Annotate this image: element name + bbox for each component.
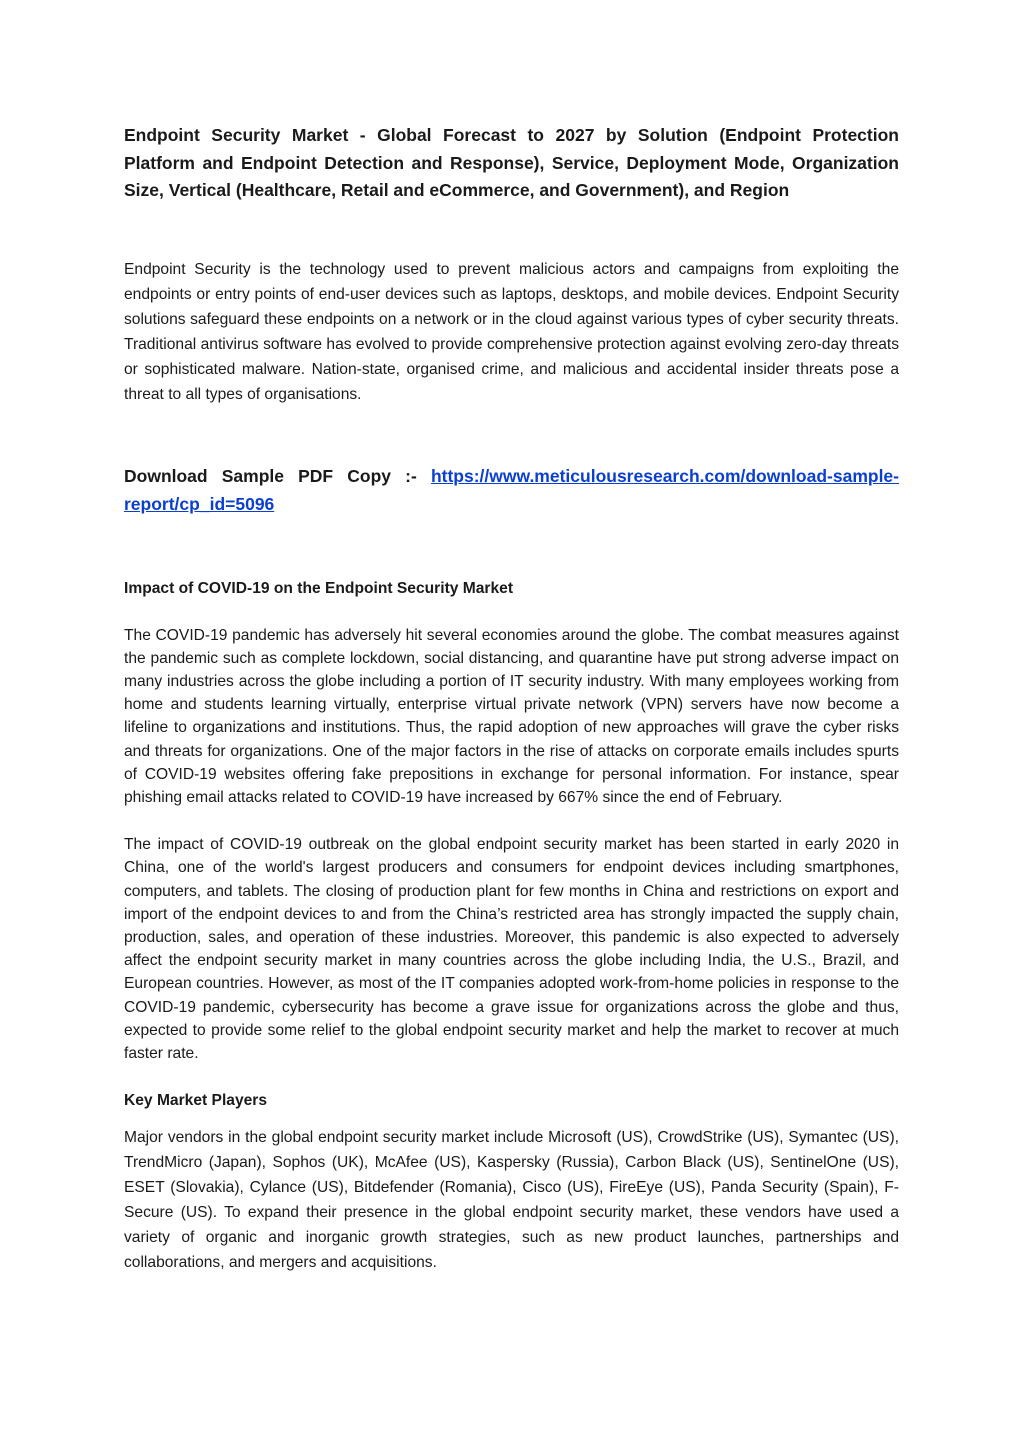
spacer (124, 600, 899, 624)
spacer (124, 407, 899, 462)
spacer (124, 1112, 899, 1125)
covid-paragraph-2: The impact of COVID-19 outbreak on the global endpoint security market has been started in early 2020 in China, one of the world's largest producers and consumers for endpoint devices including smartphones, computers, and tablets. The closing of production plant for few months in China and restrictions on export and import of the endpoint devices to and from the China’s restricted area has strongly impacted the supply chain, production, sales, and operation of these industries. Moreover, this pandemic is also expected to adversely affect the endpoint security market in many countries across the globe including India, the U.S., Brazil, and European countries. However, as most of the IT companies adopted work-from-home policies in response to the COVID-19 pandemic, cybersecurity has become a grave issue for organizations across the globe and thus, expected to provide some relief to the global endpoint security market and help the market to recover at much faster rate. (124, 836, 899, 1062)
players-heading: Key Market Players (124, 1092, 268, 1110)
covid-heading: Impact of COVID-19 on the Endpoint Security Market (124, 579, 514, 597)
document-page (124, 122, 899, 1275)
covid-paragraph-1: The COVID-19 pandemic has adversely hit several economies around the globe. The combat measures against the pandemic such as complete lockdown, social distancing, and quarantine have put strong adverse impact on many industries across the globe including a portion of IT security industry. With many employees working from home and students learning virtually, enterprise virtual private network (VPN) servers have now become a lifeline to organizations and institutions. Thus, the rapid adoption of new approaches will grave the cyber risks and threats for organizations. One of the major factors in the rise of attacks on corporate emails includes spurts of COVID-19 websites offering fake prepositions in exchange for personal information. For instance, spear phishing email attacks related to COVID-19 have increased by 667% since the end of February. (124, 626, 899, 806)
download-sample-line (124, 462, 899, 518)
intro-paragraph: Endpoint Security is the technology used to prevent malicious actors and campaigns from exploiting the endpoints or entry points of end-user devices such as laptops, desktops, and mobile devices. Endpoint Security solutions safeguard these endpoints on a network or in the cloud against various types of cyber security threats. Traditional antivirus software has evolved to provide comprehensive protection against evolving zero-day threats or sophisticated malware. Nation-state, organised crime, and malicious and accidental insider threats pose a threat to all types of organisations. (124, 260, 899, 403)
document-title: Endpoint Security Market - Global Forecast to 2027 by Solution (Endpoint Protection Platform and Endpoint Detection and Response), Service, Deployment Mode, Organization Size, Vertical (Healthcare, Retail and eCommerce, and Government), and Region (124, 125, 899, 200)
spacer (124, 1065, 899, 1090)
download-sample-link[interactable]: https://www.meticulousresearch.com/download-sample-report/cp_id=5096 (124, 465, 899, 514)
spacer (124, 205, 899, 257)
spacer (124, 518, 899, 578)
spacer (124, 809, 899, 833)
download-label: Download Sample PDF Copy :- (124, 465, 417, 486)
players-paragraph: Major vendors in the global endpoint security market include Microsoft (US), CrowdStrike (US), Symantec (US), TrendMicro (Japan), Sophos (UK), McAfee (US), Kaspersky (Russia), Carbon Black (US), SentinelOne (US), ESET (Slovakia), Cylance (US), Bitdefender (Romania), Cisco (US), FireEye (US), Panda Security (Spain), F-Secure (US). To expand their presence in the global endpoint security market, these vendors have used a variety of organic and inorganic growth strategies, such as new product launches, partnerships and collaborations, and mergers and acquisitions. (124, 1129, 899, 1272)
